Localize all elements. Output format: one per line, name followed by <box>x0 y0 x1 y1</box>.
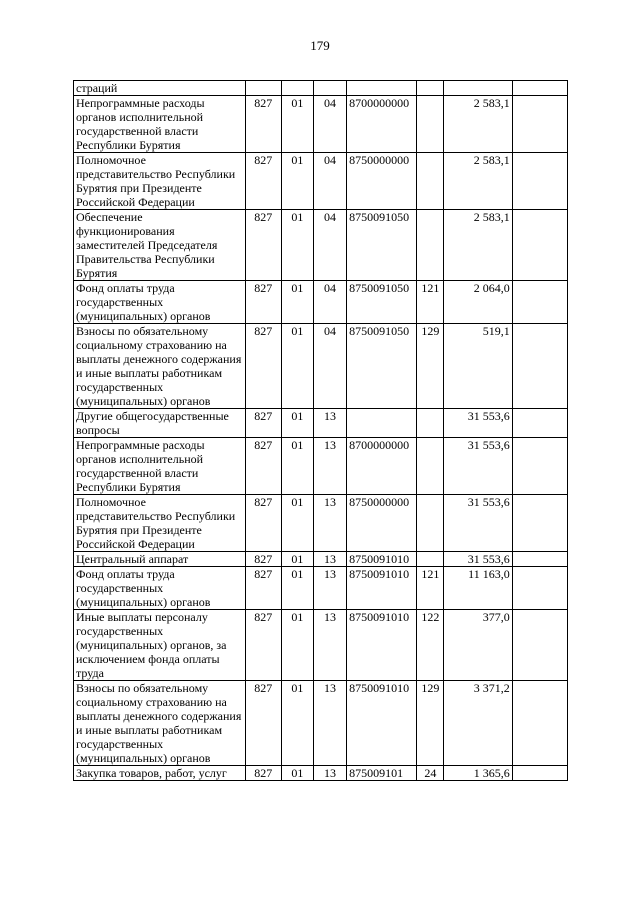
row-description: Полномочное представительство Республики Бурятия при Президенте Российской Федерации <box>74 153 246 210</box>
row-extra <box>512 438 567 495</box>
row-code-4: 8700000000 <box>347 96 417 153</box>
table-row <box>74 81 568 96</box>
row-code-2: 01 <box>281 766 313 781</box>
row-code-5 <box>417 81 444 96</box>
row-code-5: 121 <box>417 281 444 324</box>
row-code-1: 827 <box>245 153 281 210</box>
row-description: Другие общегосударственные вопросы <box>74 409 246 438</box>
row-description: Обеспечение функционирования заместителей Председателя Правительства Республики Бурятия <box>74 210 246 281</box>
table-row <box>74 552 568 567</box>
row-extra <box>512 610 567 681</box>
row-extra <box>512 96 567 153</box>
row-code-3: 13 <box>313 610 346 681</box>
row-code-3: 13 <box>313 438 346 495</box>
row-description: Иные выплаты персоналу государственных (муниципальных) органов, за исключением фонда оплаты труда <box>74 610 246 681</box>
row-extra <box>512 567 567 610</box>
row-code-1: 827 <box>245 324 281 409</box>
row-code-2: 01 <box>281 153 313 210</box>
page-number: 179 <box>310 38 330 53</box>
row-amount: 2 583,1 <box>444 153 512 210</box>
row-code-2: 01 <box>281 409 313 438</box>
row-code-1: 827 <box>245 409 281 438</box>
row-code-3: 04 <box>313 324 346 409</box>
row-code-4: 8750091050 <box>347 281 417 324</box>
row-code-5 <box>417 210 444 281</box>
table-row <box>74 567 568 610</box>
row-extra <box>512 495 567 552</box>
row-description: Взносы по обязательному социальному страхованию на выплаты денежного содержания и иные выплаты работникам государственных (муниципальных) органов <box>74 681 246 766</box>
row-code-2: 01 <box>281 495 313 552</box>
row-code-3: 04 <box>313 96 346 153</box>
row-code-2: 01 <box>281 96 313 153</box>
row-code-1: 827 <box>245 681 281 766</box>
row-amount: 3 371,2 <box>444 681 512 766</box>
row-code-1: 827 <box>245 610 281 681</box>
row-code-1: 827 <box>245 495 281 552</box>
table-row <box>74 281 568 324</box>
row-amount: 11 163,0 <box>444 567 512 610</box>
row-amount <box>444 81 512 96</box>
row-code-4: 8750091010 <box>347 610 417 681</box>
budget-table <box>73 80 568 781</box>
row-code-4: 8750091010 <box>347 567 417 610</box>
row-extra <box>512 210 567 281</box>
row-code-2 <box>281 81 313 96</box>
row-code-3: 04 <box>313 153 346 210</box>
row-description: Полномочное представительство Республики Бурятия при Президенте Российской Федерации <box>74 495 246 552</box>
row-code-4: 8700000000 <box>347 438 417 495</box>
row-code-5 <box>417 552 444 567</box>
row-amount: 2 583,1 <box>444 210 512 281</box>
budget-table-body <box>74 81 568 781</box>
row-code-2: 01 <box>281 610 313 681</box>
row-extra <box>512 409 567 438</box>
table-row <box>74 438 568 495</box>
row-description: Фонд оплаты труда государственных (муниципальных) органов <box>74 281 246 324</box>
row-code-4: 875009101 <box>347 766 417 781</box>
row-code-3: 13 <box>313 766 346 781</box>
row-code-1: 827 <box>245 281 281 324</box>
table-row <box>74 495 568 552</box>
row-description: Фонд оплаты труда государственных (муниципальных) органов <box>74 567 246 610</box>
row-description: Закупка товаров, работ, услуг <box>74 766 246 781</box>
row-amount: 2 064,0 <box>444 281 512 324</box>
row-code-3: 13 <box>313 567 346 610</box>
row-code-5 <box>417 153 444 210</box>
row-code-2: 01 <box>281 281 313 324</box>
row-extra <box>512 81 567 96</box>
table-row <box>74 324 568 409</box>
row-extra <box>512 681 567 766</box>
row-code-3: 13 <box>313 681 346 766</box>
table-row <box>74 681 568 766</box>
row-extra <box>512 324 567 409</box>
row-description: Непрограммные расходы органов исполнительной государственной власти Республики Бурятия <box>74 438 246 495</box>
row-amount: 31 553,6 <box>444 438 512 495</box>
row-code-3: 04 <box>313 281 346 324</box>
row-code-5: 122 <box>417 610 444 681</box>
row-extra <box>512 153 567 210</box>
row-code-4 <box>347 81 417 96</box>
row-code-5: 129 <box>417 681 444 766</box>
row-code-4: 8750091050 <box>347 210 417 281</box>
row-code-3: 04 <box>313 210 346 281</box>
row-code-4: 8750091050 <box>347 324 417 409</box>
row-description: Взносы по обязательному социальному страхованию на выплаты денежного содержания и иные выплаты работникам государственных (муниципальных) органов <box>74 324 246 409</box>
row-code-1: 827 <box>245 438 281 495</box>
row-description: страций <box>74 81 246 96</box>
row-amount: 31 553,6 <box>444 552 512 567</box>
row-code-1: 827 <box>245 766 281 781</box>
row-code-4: 8750091010 <box>347 552 417 567</box>
row-code-2: 01 <box>281 552 313 567</box>
table-row <box>74 96 568 153</box>
table-row <box>74 210 568 281</box>
row-amount: 1 365,6 <box>444 766 512 781</box>
row-amount: 519,1 <box>444 324 512 409</box>
row-code-4: 8750091010 <box>347 681 417 766</box>
row-amount: 31 553,6 <box>444 409 512 438</box>
row-code-1 <box>245 81 281 96</box>
row-code-1: 827 <box>245 210 281 281</box>
row-code-4: 8750000000 <box>347 153 417 210</box>
row-description: Непрограммные расходы органов исполнительной государственной власти Республики Бурятия <box>74 96 246 153</box>
row-extra <box>512 281 567 324</box>
table-row <box>74 766 568 781</box>
row-amount: 2 583,1 <box>444 96 512 153</box>
row-extra <box>512 766 567 781</box>
row-description: Центральный аппарат <box>74 552 246 567</box>
row-code-5: 24 <box>417 766 444 781</box>
row-code-5: 121 <box>417 567 444 610</box>
table-row <box>74 610 568 681</box>
row-code-1: 827 <box>245 567 281 610</box>
row-code-4 <box>347 409 417 438</box>
row-code-5 <box>417 409 444 438</box>
row-code-1: 827 <box>245 96 281 153</box>
row-code-2: 01 <box>281 567 313 610</box>
row-code-5: 129 <box>417 324 444 409</box>
table-row <box>74 153 568 210</box>
table-row <box>74 409 568 438</box>
row-amount: 377,0 <box>444 610 512 681</box>
row-code-3: 13 <box>313 495 346 552</box>
row-code-5 <box>417 438 444 495</box>
row-code-3: 13 <box>313 409 346 438</box>
row-code-2: 01 <box>281 210 313 281</box>
row-code-2: 01 <box>281 438 313 495</box>
row-code-5 <box>417 495 444 552</box>
row-code-5 <box>417 96 444 153</box>
row-code-2: 01 <box>281 681 313 766</box>
row-code-4: 8750000000 <box>347 495 417 552</box>
row-code-1: 827 <box>245 552 281 567</box>
row-extra <box>512 552 567 567</box>
row-code-3 <box>313 81 346 96</box>
row-amount: 31 553,6 <box>444 495 512 552</box>
row-code-3: 13 <box>313 552 346 567</box>
row-code-2: 01 <box>281 324 313 409</box>
